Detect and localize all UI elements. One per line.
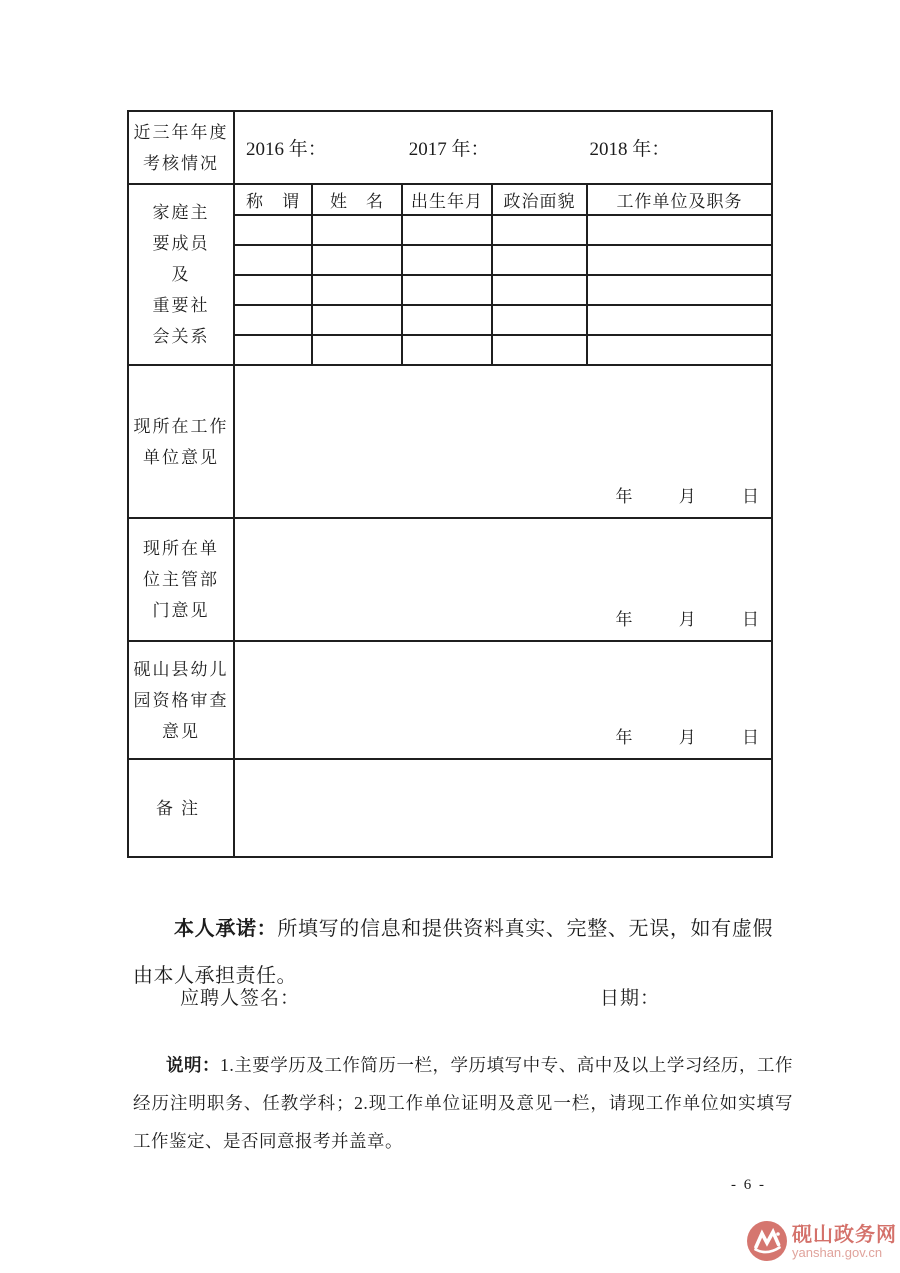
date-line [616, 482, 760, 507]
row-annual-assessment [129, 112, 771, 185]
row-qualification-opinion [129, 642, 771, 760]
family-cell [313, 246, 403, 274]
promise-body: 所填写的信息和提供资料真实、完整、无误，如有虚假由本人承担责任。 [133, 918, 774, 987]
signature-line [133, 983, 773, 1010]
label-line: 意见 [162, 721, 200, 741]
date-day: 日 [742, 487, 759, 506]
family-cell [313, 276, 403, 304]
family-header-political: 政治面貌 [493, 185, 588, 214]
family-header-title: 称 谓 [235, 185, 313, 214]
family-cell [493, 306, 588, 334]
dept-opinion-area [235, 519, 771, 640]
label-line: 考核情况 [143, 153, 219, 173]
label-line: 会关系 [152, 327, 210, 346]
remarks-area [235, 760, 771, 856]
family-cell [588, 336, 771, 364]
row-remarks [129, 760, 771, 856]
label-line: 位主管部 [143, 570, 219, 589]
label-line: 要成员 [152, 234, 210, 253]
family-empty-row [235, 306, 771, 336]
work-unit-opinion-area [235, 366, 771, 517]
family-empty-row [235, 246, 771, 276]
family-cell [313, 306, 403, 334]
family-cell [403, 246, 493, 274]
date-day: 日 [742, 728, 759, 747]
label-line: 园资格审查 [133, 690, 229, 710]
logo-site-name: 砚山政务网 [792, 1223, 897, 1246]
family-cell [493, 276, 588, 304]
qualification-opinion-area [235, 642, 771, 758]
family-cell [493, 246, 588, 274]
family-cell [493, 216, 588, 244]
yanshan-gov-logo[interactable] [747, 1221, 897, 1261]
promise-lead: 本人承诺： [174, 918, 278, 940]
family-cell [235, 246, 313, 274]
row-dept-opinion [129, 519, 771, 642]
qualification-opinion-label [129, 642, 235, 758]
label-line: 门意见 [152, 601, 210, 620]
remarks-label [129, 760, 235, 856]
label-line: 近三年年度 [133, 122, 229, 142]
year-2018-field: 2018 年： [589, 139, 671, 160]
logo-text-block [792, 1224, 897, 1259]
label-line: 现所在工作 [133, 416, 229, 436]
notes-paragraph [133, 1046, 793, 1160]
label-line: 备注 [156, 798, 206, 818]
family-cell [403, 306, 493, 334]
family-cell [403, 216, 493, 244]
date-label: 日期： [600, 988, 661, 1009]
family-cell [235, 306, 313, 334]
label-line: 及 [171, 265, 191, 284]
annual-assessment-label [129, 112, 235, 183]
family-members-label [129, 185, 235, 364]
date-year: 年 [615, 487, 633, 506]
date-month: 月 [678, 487, 696, 506]
date-year: 年 [615, 728, 633, 747]
family-cell [313, 216, 403, 244]
label-line: 单位意见 [143, 447, 219, 467]
family-cell [403, 276, 493, 304]
date-day: 日 [742, 610, 759, 629]
date-month: 月 [678, 610, 696, 629]
date-month: 月 [678, 728, 696, 747]
row-work-unit-opinion [129, 366, 771, 519]
date-line [616, 723, 760, 748]
label-line: 现所在单 [143, 539, 219, 558]
applicant-signature-label: 应聘人签名： [180, 988, 301, 1009]
family-empty-row [235, 216, 771, 246]
date-line [616, 605, 760, 630]
family-header-row [235, 185, 771, 216]
family-cell [235, 216, 313, 244]
notes-lead: 说明： [166, 1054, 221, 1075]
date-year: 年 [615, 610, 633, 629]
row-family-members [129, 185, 771, 366]
notes-body: 1.主要学历及工作简历一栏，学历填写中专、高中及以上学习经历，工作经历注明职务、任教学科；2.现工作单位证明及意见一栏，请现工作单位如实填写工作鉴定、是否同意报考并盖章。 [133, 1054, 793, 1151]
year-2017-field: 2017 年： [408, 139, 490, 160]
page-number: - 6 - [731, 1177, 766, 1193]
family-header-workunit: 工作单位及职务 [616, 192, 743, 211]
logo-mountain-icon [747, 1221, 787, 1261]
family-cell [588, 276, 771, 304]
annual-assessment-values [235, 112, 771, 183]
family-header-name: 姓 名 [313, 185, 403, 214]
application-form-table [127, 110, 773, 858]
label-line: 重要社 [152, 296, 210, 315]
family-empty-row [235, 276, 771, 306]
family-members-table [235, 185, 771, 364]
family-cell [235, 276, 313, 304]
label-line: 家庭主 [152, 203, 210, 222]
family-cell [588, 216, 771, 244]
label-line: 砚山县幼儿 [133, 659, 229, 679]
family-cell [235, 336, 313, 364]
family-cell [313, 336, 403, 364]
dept-opinion-label [129, 519, 235, 640]
family-cell [403, 336, 493, 364]
family-cell [493, 336, 588, 364]
work-unit-opinion-label [129, 366, 235, 517]
family-header-birth: 出生年月 [403, 185, 493, 214]
family-cell [588, 246, 771, 274]
family-empty-row [235, 336, 771, 364]
year-2016-field: 2016 年： [246, 139, 327, 160]
logo-site-url: yanshan.gov.cn [792, 1244, 883, 1260]
family-cell [588, 306, 771, 334]
